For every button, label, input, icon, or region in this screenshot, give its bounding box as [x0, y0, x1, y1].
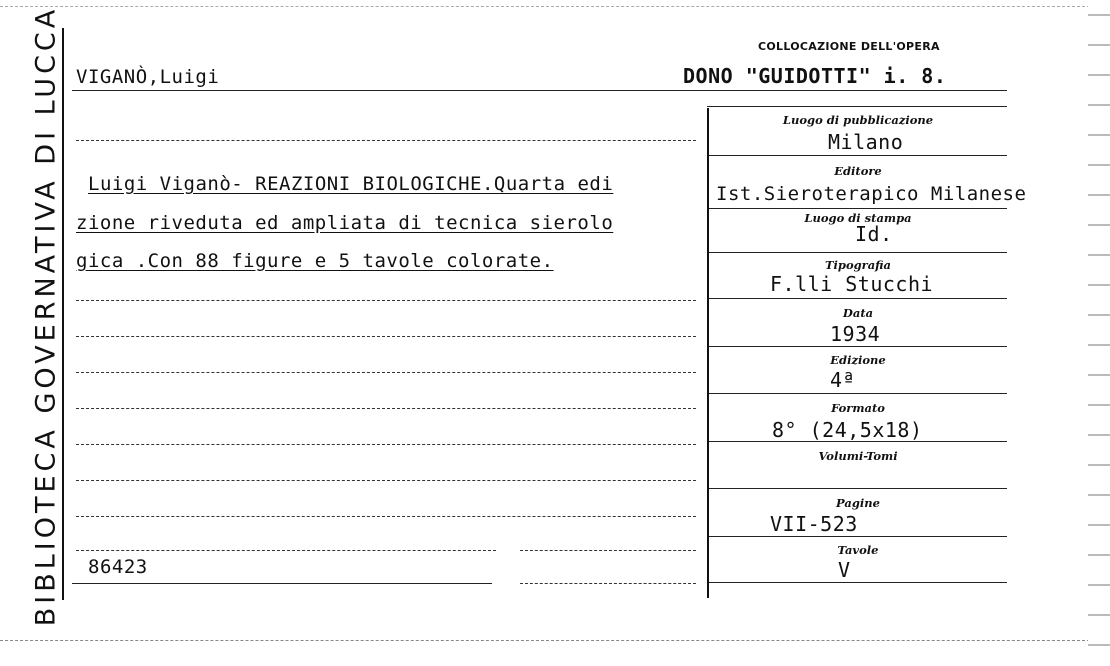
- ruled-line-9: [76, 550, 496, 551]
- author-heading: VIGANÒ,Luigi: [76, 66, 220, 88]
- description-line-3: gica .Con 88 figure e 5 tavole colorate.: [76, 250, 554, 272]
- field-rule-1: [709, 155, 1007, 156]
- field-rule-10: [709, 582, 1007, 583]
- ruled-line-6: [76, 444, 696, 445]
- ruled-line-2: [76, 300, 696, 301]
- field-label-place: Luogo di pubblicazione: [782, 113, 934, 127]
- header-rule: [72, 90, 1007, 91]
- field-rule-5: [709, 346, 1007, 347]
- field-label-pages: Pagine: [836, 496, 880, 510]
- ruled-line-10: [520, 550, 696, 551]
- field-value-place: Milano: [828, 130, 904, 154]
- ruled-line-8: [76, 516, 696, 517]
- bottom-rule-right: [520, 583, 696, 584]
- ruled-line-1: [76, 140, 696, 141]
- field-label-plates: Tavole: [837, 543, 879, 557]
- ruled-line-7: [76, 480, 696, 481]
- field-box-left-border: [707, 108, 709, 598]
- field-value-print-place: Id.: [855, 222, 893, 246]
- field-label-edition: Edizione: [830, 353, 886, 367]
- field-rule-3: [709, 252, 1007, 253]
- collocation-header: COLLOCAZIONE DELL'OPERA: [758, 40, 940, 53]
- description-line-1: Luigi Viganò- REAZIONI BIOLOGICHE.Quarta edi: [88, 173, 614, 195]
- field-rule-8: [709, 488, 1007, 489]
- field-rule-2: [709, 208, 1007, 209]
- scan-bottom-edge: [0, 640, 1090, 641]
- ruled-line-5: [76, 408, 696, 409]
- ruled-line-3: [76, 336, 696, 337]
- library-name: BIBLIOTECA GOVERNATIVA DI LUCCA: [30, 5, 62, 627]
- field-label-date: Data: [842, 306, 874, 320]
- description-line-2: zione riveduta ed ampliata di tecnica sierolo: [76, 212, 614, 234]
- field-label-print-place: Luogo di stampa: [804, 211, 912, 225]
- field-value-format: 8° (24,5x18): [772, 418, 923, 442]
- bottom-rule: [72, 583, 492, 584]
- field-value-printer: F.lli Stucchi: [770, 272, 934, 296]
- scan-top-edge: [0, 6, 1090, 7]
- scan-right-edge: [1088, 0, 1110, 666]
- field-label-format: Formato: [831, 401, 885, 415]
- collocation-value: DONO "GUIDOTTI" i. 8.: [683, 64, 947, 88]
- field-label-publisher: Editore: [834, 164, 882, 178]
- field-rule-4: [709, 298, 1007, 299]
- field-rule-6: [709, 393, 1007, 394]
- field-value-pages: VII-523: [770, 512, 858, 536]
- field-rule-7: [709, 441, 1007, 442]
- left-margin-line: [62, 28, 64, 600]
- field-value-edition: 4ª: [830, 368, 856, 392]
- field-rule-9: [709, 536, 1007, 537]
- field-value-date: 1934: [830, 322, 881, 346]
- field-value-publisher: Ist.Sieroterapico Milanese: [716, 183, 1027, 205]
- field-label-volumes: Volumi-Tomi: [818, 449, 898, 463]
- inventory-number: 86423: [88, 556, 148, 578]
- field-value-plates: V: [838, 558, 851, 582]
- field-box-top-border: [707, 106, 1007, 107]
- ruled-line-4: [76, 372, 696, 373]
- field-label-printer: Tipografia: [824, 258, 891, 272]
